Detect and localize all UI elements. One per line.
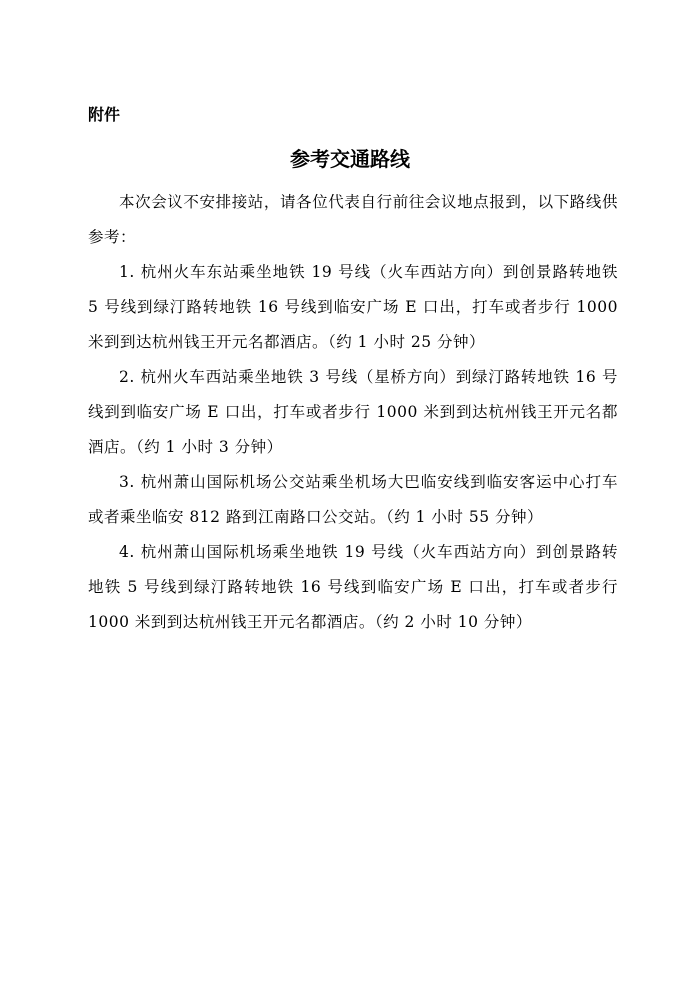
route-item-4: 4. 杭州萧山国际机场乘坐地铁 19 号线（火车西站方向）到创景路转地铁 5 号线到绿汀路转地铁 16 号线到临安广场 E 口出，打车或者步行 1000 米到到达杭州钱王开元名都酒店。（约 2 小时 10 分钟） — [88, 543, 618, 631]
route-item-2: 2. 杭州火车西站乘坐地铁 3 号线（星桥方向）到绿汀路转地铁 16 号线到到临安广场 E 口出，打车或者步行 1000 米到到达杭州钱王开元名都酒店。（约 1 小时 3 分钟） — [88, 368, 618, 456]
attachment-label: 附件 — [88, 105, 121, 124]
route-item-1: 1. 杭州火车东站乘坐地铁 19 号线（火车西站方向）到创景路转地铁 5 号线到绿汀路转地铁 16 号线到临安广场 E 口出，打车或者步行 1000 米到到达杭州钱王开元名都酒店。（约 1 小时 25 分钟） — [88, 263, 618, 351]
document-body — [88, 185, 618, 640]
page-title: 参考交通路线 — [290, 147, 410, 171]
route-item-3: 3. 杭州萧山国际机场公交站乘坐机场大巴临安线到临安客运中心打车或者乘坐临安 812 路到江南路口公交站。（约 1 小时 55 分钟） — [88, 473, 618, 526]
intro-paragraph: 本次会议不安排接站，请各位代表自行前往会议地点报到，以下路线供参考： — [88, 193, 618, 246]
